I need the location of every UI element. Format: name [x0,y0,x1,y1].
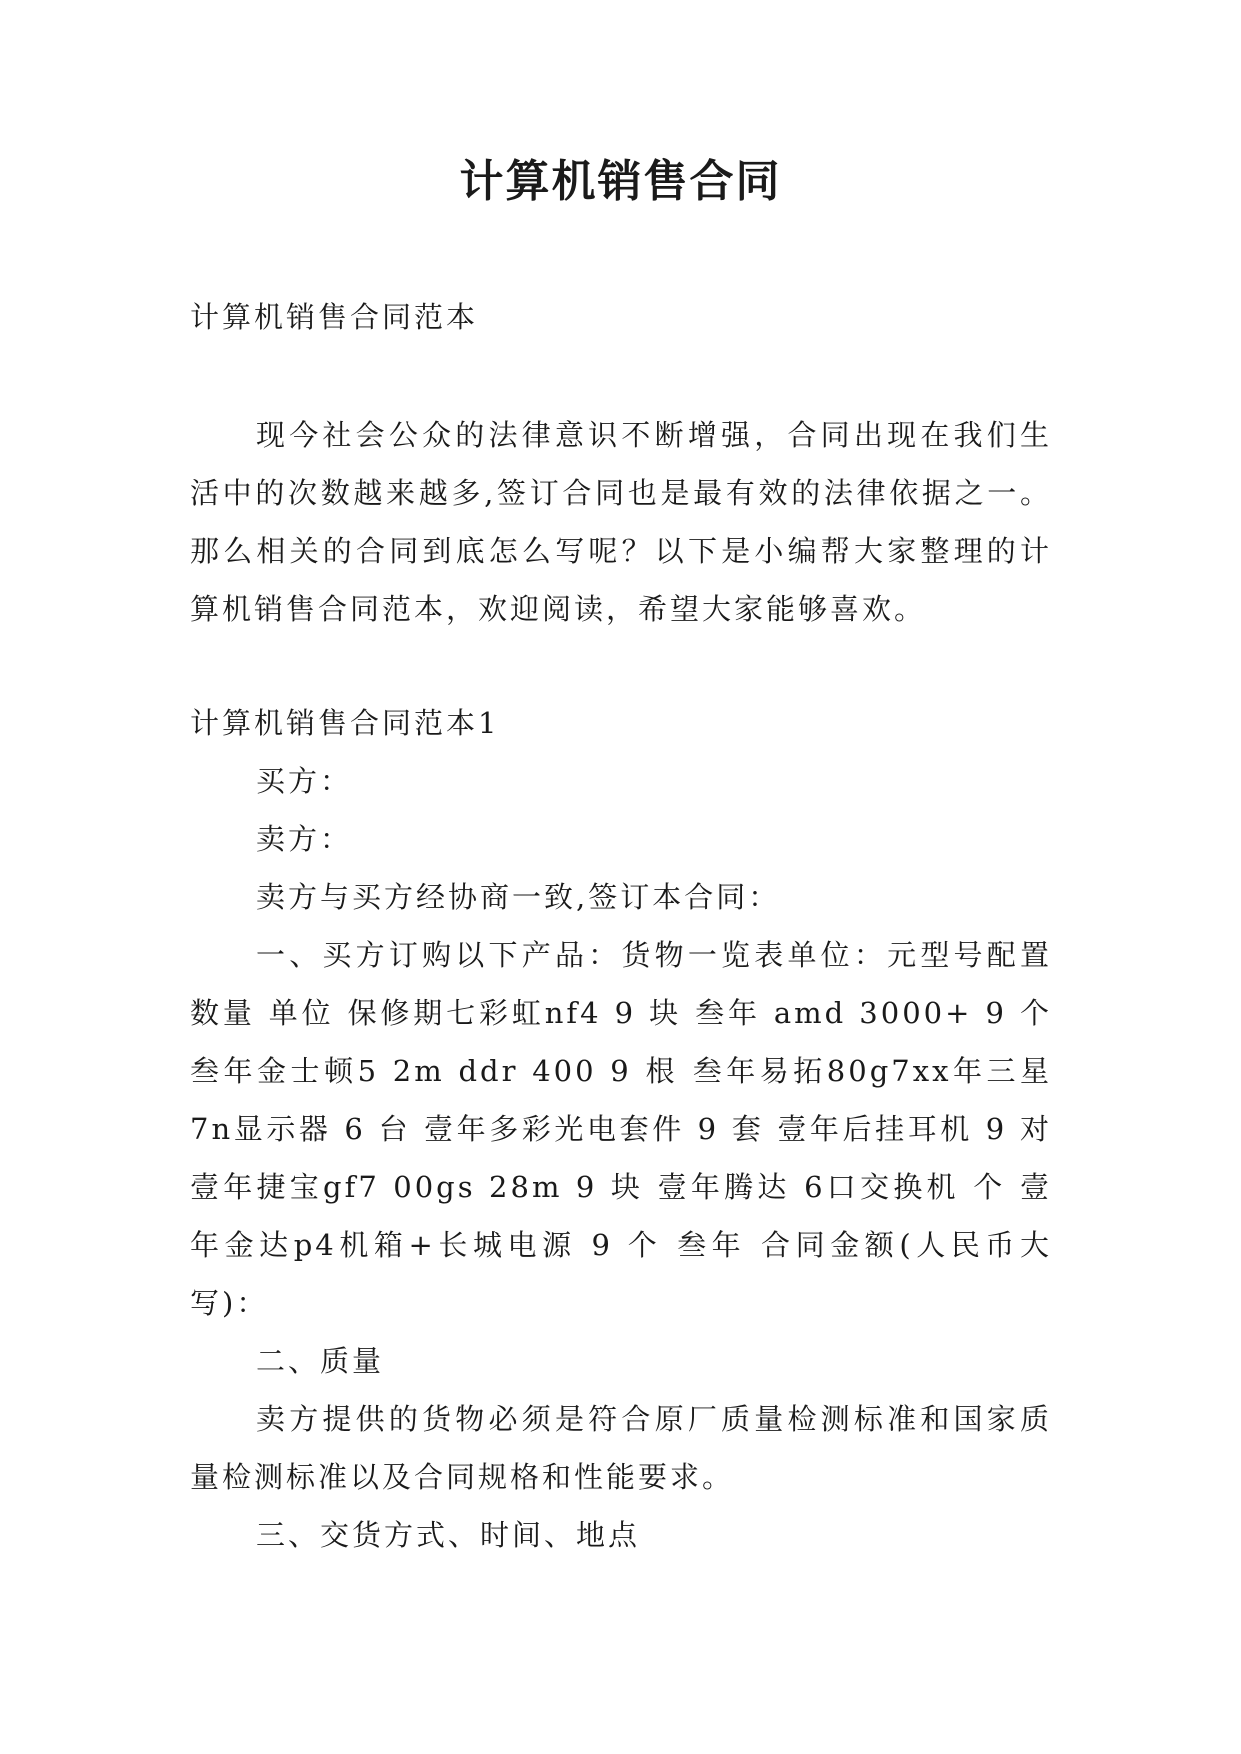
sample-title: 计算机销售合同范本1 [190,706,500,740]
seller-line: 卖方： [256,822,353,856]
document-subtitle: 计算机销售合同范本 [190,300,479,334]
intro-section [190,406,1052,638]
buyer-line: 买方： [256,764,353,798]
agreement-line: 卖方与买方经协商一致,签订本合同： [256,880,781,914]
document-title: 计算机销售合同 [459,156,782,207]
clause-3-heading: 三、交货方式、时间、地点 [256,1518,641,1552]
clause-2-body: 卖方提供的货物必须是符合原厂质量检测标准和国家质量检测标准以及合同规格和性能要求。 [190,1402,1052,1494]
clause-1: 一、买方订购以下产品：货物一览表单位：元型号配置数量 单位 保修期七彩虹nf4 9 块 叁年 amd 3000+ 9 个 叁年金士顿5 2m ddr 400 9 根 叁年易拓80g7xx年三星7n显示器 6 台 壹年多彩光电套件 9 套 壹年后挂耳机 9 对 壹年捷宝gf7 00gs 28m 9 块 壹年腾达 6口交换机 个 壹年金达p4机箱+长城电源 9 个 叁年 合同金额(人民币大写)： [190,938,1052,1320]
clause-2-heading: 二、质量 [256,1344,385,1378]
contract-sample [190,694,1052,1564]
intro-paragraph: 现今社会公众的法律意识不断增强，合同出现在我们生活中的次数越来越多,签订合同也是最有效的法律依据之一。那么相关的合同到底怎么写呢？以下是小编帮大家整理的计算机销售合同范本，欢迎阅读，希望大家能够喜欢。 [190,418,1052,626]
